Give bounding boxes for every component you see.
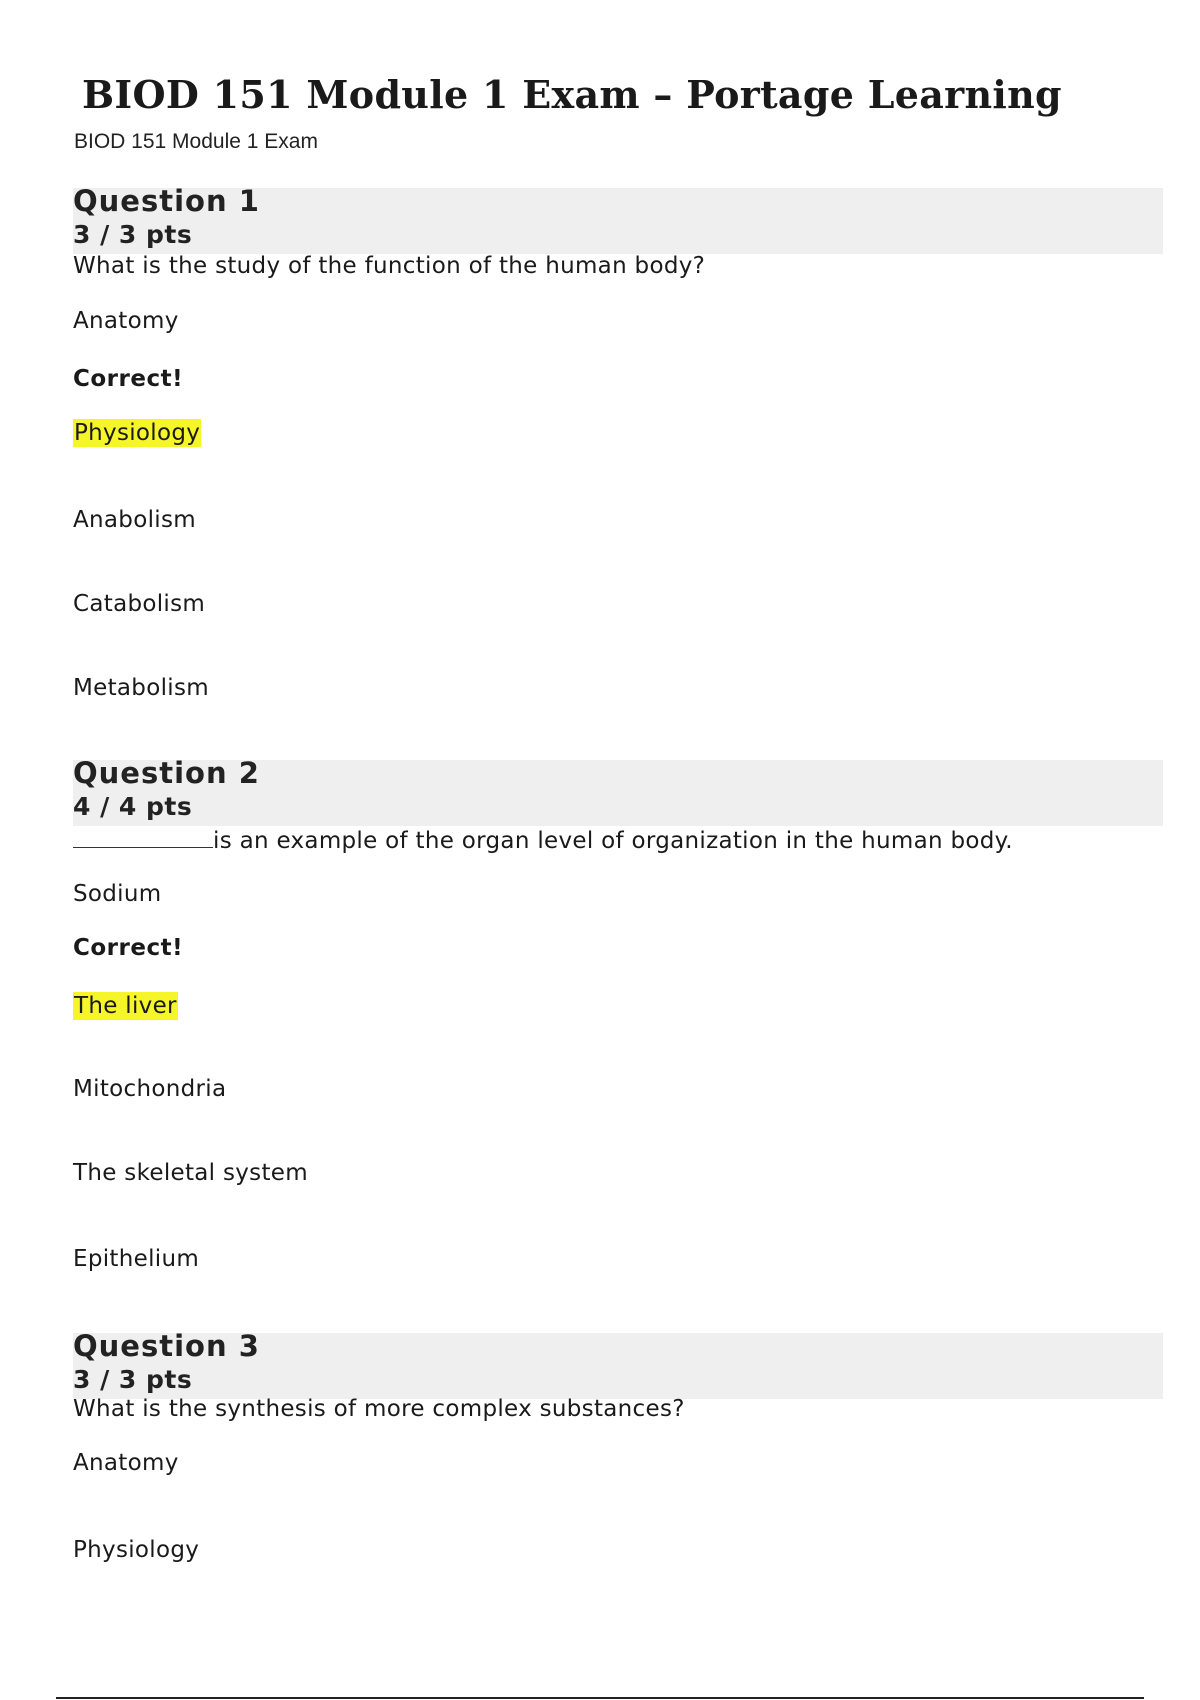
q2-answer-the-liver: The liver: [74, 993, 177, 1019]
question-3-points: 3 / 3 pts: [73, 1365, 193, 1394]
q3-answer-anatomy: Anatomy: [73, 1450, 179, 1476]
q2-answer-skeletal-system: The skeletal system: [73, 1160, 308, 1186]
document-subtitle: BIOD 151 Module 1 Exam: [74, 130, 318, 153]
question-2-number: Question 2: [73, 756, 260, 790]
question-3-number: Question 3: [73, 1329, 260, 1363]
q1-answer-anabolism: Anabolism: [73, 507, 196, 533]
q2-answer-sodium: Sodium: [73, 881, 162, 907]
q1-answer-physiology: Physiology: [74, 420, 201, 446]
q1-answer-catabolism: Catabolism: [73, 591, 206, 617]
q1-answer-anatomy: Anatomy: [73, 308, 179, 334]
fill-in-blank: [73, 825, 213, 848]
question-1-points: 3 / 3 pts: [73, 220, 193, 249]
document-title: BIOD 151 Module 1 Exam – Portage Learning: [82, 72, 1062, 117]
question-1-number: Question 1: [73, 184, 260, 218]
q2-correct-label: Correct!: [73, 935, 184, 961]
question-3-header: [73, 1329, 1163, 1399]
question-3-text: What is the synthesis of more complex substances?: [73, 1396, 685, 1422]
question-2-header: [73, 756, 1163, 826]
q1-answer-metabolism: Metabolism: [73, 675, 209, 701]
footer-rule: [56, 1697, 1144, 1699]
q1-correct-label: Correct!: [73, 366, 184, 392]
q2-answer-mitochondria: Mitochondria: [73, 1076, 227, 1102]
question-2-text: is an example of the organ level of organization in the human body.: [73, 825, 1013, 854]
question-1-text: What is the study of the function of the human body?: [73, 253, 706, 279]
question-1-header: [73, 184, 1163, 254]
q2-answer-epithelium: Epithelium: [73, 1246, 200, 1272]
question-2-points: 4 / 4 pts: [73, 792, 193, 821]
q3-answer-physiology: Physiology: [73, 1537, 200, 1563]
